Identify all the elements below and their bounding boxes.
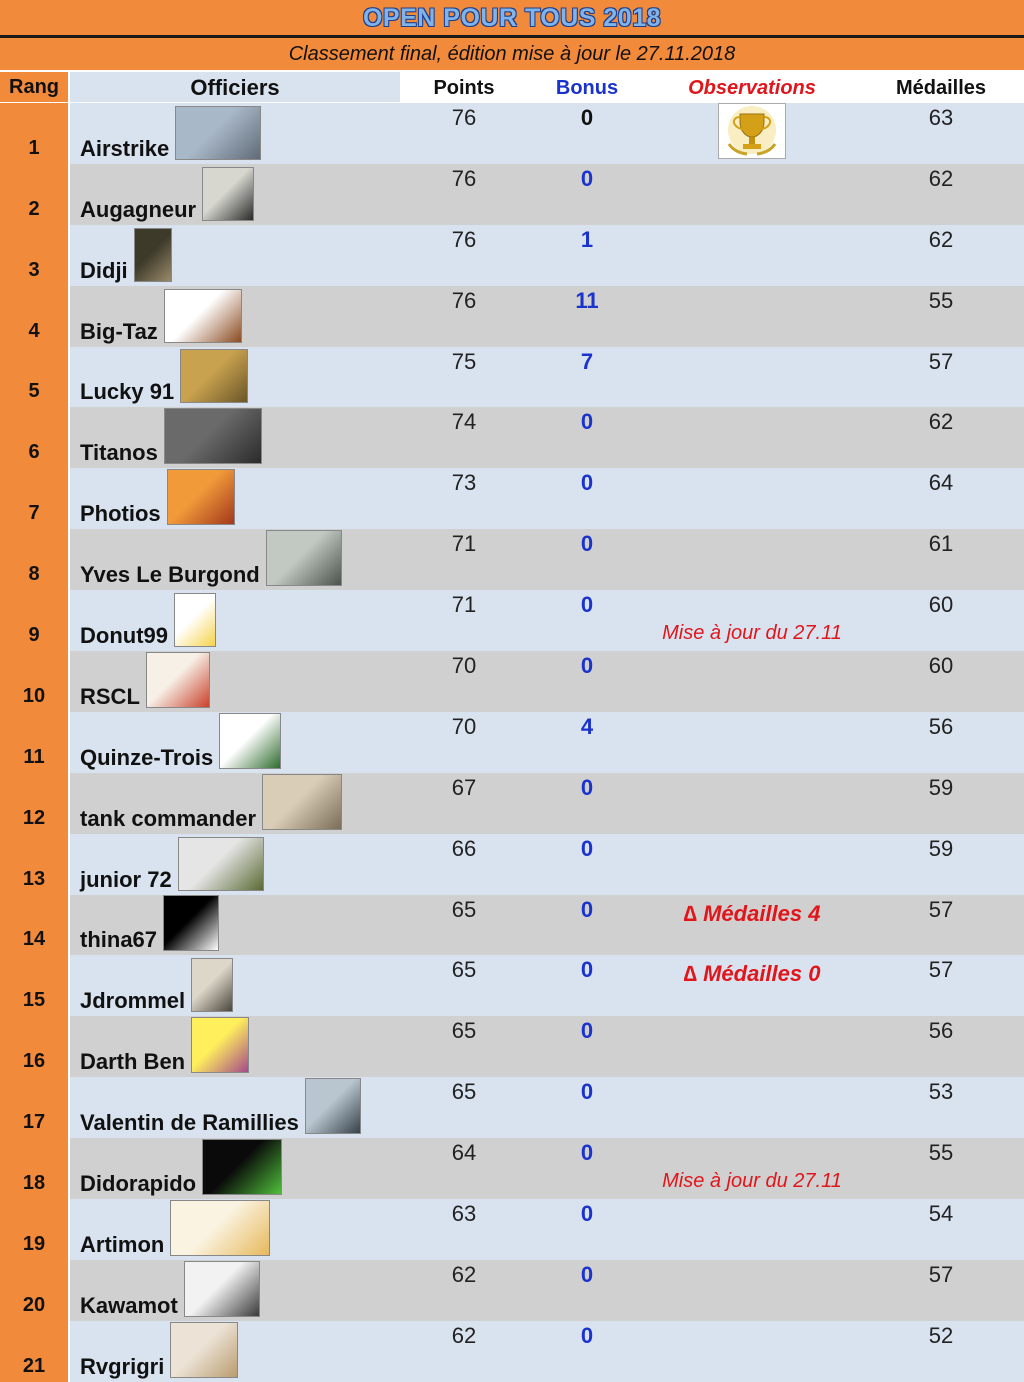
row-body: [70, 1321, 1024, 1382]
points-value: 76: [451, 165, 477, 191]
row-body: [70, 468, 1024, 529]
chalice-icon: [167, 469, 235, 525]
bonus-value: 0: [580, 409, 594, 435]
table-header: [0, 72, 1024, 102]
officer-name: Quinze-Trois: [80, 744, 214, 770]
rank-cell: 18: [0, 1138, 68, 1199]
rank-cell: 20: [0, 1260, 68, 1321]
officer-name-cell: [80, 1261, 260, 1319]
rank-cell: 11: [0, 712, 68, 773]
observation-cell: [646, 773, 858, 834]
observation-cell: [646, 1321, 858, 1382]
observation-text: Mise à jour du 27.11: [662, 1170, 842, 1193]
officer-name-cell: [80, 289, 242, 345]
observation-cell: [646, 590, 858, 651]
observation-cell: [646, 286, 858, 347]
bonus-value: 0: [580, 774, 594, 800]
bonus-value: 0: [580, 957, 594, 983]
bonus-value: 0: [580, 1322, 594, 1348]
row-body: [70, 895, 1024, 956]
row-body: [70, 529, 1024, 590]
medals-value: 52: [928, 1322, 954, 1348]
observation-cell: [646, 651, 858, 712]
bonus-value: 0: [580, 896, 594, 922]
rank-cell: 2: [0, 164, 68, 225]
points-value: 71: [451, 531, 477, 557]
cat-eye-icon: [202, 1139, 282, 1195]
bonus-value: 0: [580, 1261, 594, 1287]
observation-cell: [646, 1260, 858, 1321]
comic-flame-icon: [191, 1017, 249, 1073]
officer-name: RSCL: [80, 683, 140, 709]
observation-text: ∆ Médailles 4: [683, 900, 821, 926]
table-row: [0, 1321, 1024, 1382]
bonus-value: 0: [580, 592, 594, 618]
points-value: 62: [451, 1261, 477, 1287]
officer-name: Titanos: [80, 440, 158, 466]
medals-value: 61: [928, 531, 954, 557]
observation-cell: [646, 529, 858, 590]
rank-cell: 9: [0, 590, 68, 651]
row-body: [70, 834, 1024, 895]
observation-cell: [646, 1138, 858, 1199]
bonus-value: 7: [580, 348, 594, 374]
row-body: [70, 712, 1024, 773]
observation-cell: [646, 955, 858, 1016]
officer-name-cell: [80, 837, 264, 893]
page-subtitle: Classement final, édition mise à jour le 27.11.2018: [288, 43, 736, 65]
table-row: [0, 286, 1024, 347]
points-value: 65: [451, 896, 477, 922]
officer-name: Lucky 91: [80, 379, 175, 405]
observation-cell: [646, 225, 858, 286]
row-body: [70, 225, 1024, 286]
bonus-value: 4: [580, 713, 594, 739]
observation-cell: [646, 468, 858, 529]
row-body: [70, 1199, 1024, 1260]
table-row: [0, 651, 1024, 712]
observation-cell: [646, 895, 858, 956]
bench-icon: [170, 1200, 270, 1256]
points-value: 65: [451, 1079, 477, 1105]
table-row: [0, 712, 1024, 773]
rubble-icon: [170, 1322, 238, 1378]
medals-value: 57: [928, 896, 954, 922]
officer-name: Didji: [80, 257, 128, 283]
officer-name-cell: [80, 958, 233, 1014]
points-value: 73: [451, 470, 477, 496]
row-body: [70, 286, 1024, 347]
bonus-value: 0: [580, 1018, 594, 1044]
header-points: Points: [400, 72, 528, 102]
officer-name-cell: [80, 774, 342, 832]
officer-name-cell: [80, 895, 219, 953]
observation-text: Mise à jour du 27.11: [662, 622, 842, 645]
points-value: 76: [451, 105, 477, 130]
shield-clover-icon: [219, 713, 281, 769]
rank-cell: 5: [0, 347, 68, 408]
general-portrait-icon: [191, 958, 233, 1012]
bonus-value: 0: [580, 165, 594, 191]
points-value: 70: [451, 653, 477, 679]
officer-name: Yves Le Burgond: [80, 562, 260, 588]
bonus-value: 0: [580, 835, 594, 861]
points-value: 74: [451, 409, 477, 435]
rank-cell: 21: [0, 1321, 68, 1382]
officer-name-cell: [80, 652, 210, 710]
row-body: [70, 1077, 1024, 1138]
row-body: [70, 407, 1024, 468]
table-row: [0, 347, 1024, 408]
table-row: [0, 895, 1024, 956]
table-row: [0, 955, 1024, 1016]
observation-cell: [646, 164, 858, 225]
page-title: OPEN POUR TOUS 2018: [362, 4, 662, 32]
points-value: 76: [451, 287, 477, 313]
officer-name-cell: [80, 1200, 270, 1258]
points-value: 71: [451, 592, 477, 618]
points-value: 62: [451, 1322, 477, 1348]
row-body: [70, 773, 1024, 834]
crest-icon: [146, 652, 210, 708]
officer-name-cell: [80, 349, 248, 405]
medals-value: 55: [928, 1140, 954, 1166]
observation-cell: [646, 407, 858, 468]
soldier-icon: [202, 167, 254, 221]
officer-name-cell: [80, 1139, 282, 1197]
table-row: [0, 1016, 1024, 1077]
officer-name: Artimon: [80, 1231, 165, 1257]
officer-name: Augagneur: [80, 196, 197, 222]
rank-cell: 1: [0, 103, 68, 164]
row-body: [70, 347, 1024, 408]
bonus-value: 0: [580, 1140, 594, 1166]
row-body: [70, 590, 1024, 651]
officer-name: Didorapido: [80, 1171, 197, 1197]
officer-name: Valentin de Ramillies: [80, 1110, 299, 1136]
row-body: [70, 955, 1024, 1016]
bonus-value: 0: [580, 531, 594, 557]
airplane-icon: [175, 106, 261, 160]
header-rank: Rang: [0, 72, 68, 102]
jeep-icon: [184, 1261, 260, 1317]
rank-cell: 8: [0, 529, 68, 590]
table-row: [0, 225, 1024, 286]
points-value: 67: [451, 774, 477, 800]
row-body: [70, 1138, 1024, 1199]
medals-value: 53: [928, 1079, 954, 1105]
medals-value: 55: [928, 287, 954, 313]
table-row: [0, 1077, 1024, 1138]
bonus-value: 0: [580, 653, 594, 679]
rank-cell: 13: [0, 834, 68, 895]
medals-value: 57: [928, 1261, 954, 1287]
medals-value: 59: [928, 774, 954, 800]
rank-cell: 17: [0, 1077, 68, 1138]
officer-name: tank commander: [80, 805, 257, 831]
observation-text: ∆ Médailles 0: [683, 961, 821, 987]
medals-value: 60: [928, 653, 954, 679]
observation-cell: [646, 1077, 858, 1138]
row-body: [70, 1260, 1024, 1321]
officer-name-cell: [80, 1017, 249, 1075]
medals-value: 60: [928, 592, 954, 618]
observation-cell: [646, 1016, 858, 1077]
table-row: [0, 407, 1024, 468]
tank-icon: [266, 530, 342, 586]
officer-name: Darth Ben: [80, 1049, 186, 1075]
table-row: [0, 590, 1024, 651]
medals-value: 54: [928, 1201, 954, 1227]
medals-value: 56: [928, 713, 954, 739]
officer-name: Rvgrigri: [80, 1353, 165, 1379]
points-value: 63: [451, 1201, 477, 1227]
table-row: [0, 1199, 1024, 1260]
officer-name: Kawamot: [80, 1292, 178, 1318]
bonus-value: 11: [575, 287, 599, 313]
officer-name-cell: [80, 530, 342, 588]
officer-name: Donut99: [80, 623, 168, 649]
table-row: [0, 468, 1024, 529]
row-body: [70, 103, 1024, 164]
medals-value: 56: [928, 1018, 954, 1044]
bonus-value: 0: [580, 1079, 594, 1105]
medals-value: 57: [928, 957, 954, 983]
bonus-value: 0: [580, 470, 594, 496]
rank-cell: 16: [0, 1016, 68, 1077]
medals-value: 59: [928, 835, 954, 861]
officer-name-cell: [80, 228, 172, 284]
medals-value: 62: [928, 226, 954, 252]
row-body: [70, 651, 1024, 712]
taz-icon: [164, 289, 242, 343]
header-officers: Officiers: [70, 72, 400, 102]
rank-cell: 4: [0, 286, 68, 347]
rank-cell: 7: [0, 468, 68, 529]
table-row: [0, 1260, 1024, 1321]
row-body: [70, 1016, 1024, 1077]
row-body: [70, 164, 1024, 225]
bonus-value: 1: [580, 226, 594, 252]
observation-cell: [646, 712, 858, 773]
skull-icon: [163, 895, 219, 951]
table-row: [0, 103, 1024, 164]
rank-cell: 14: [0, 895, 68, 956]
observation-cell: [646, 1199, 858, 1260]
observation-cell: [646, 103, 858, 164]
tank-photo-icon: [262, 774, 342, 830]
points-value: 70: [451, 713, 477, 739]
points-value: 66: [451, 835, 477, 861]
header-bonus: Bonus: [528, 72, 646, 102]
officer-name: Photios: [80, 501, 161, 527]
rank-cell: 3: [0, 225, 68, 286]
medals-value: 62: [928, 165, 954, 191]
wanderer-painting-icon: [305, 1078, 361, 1134]
points-value: 76: [451, 226, 477, 252]
officer-name-cell: [80, 106, 261, 162]
trophy-icon: [718, 103, 786, 159]
officer-name: Big-Taz: [80, 318, 158, 344]
helmet-icon: [164, 408, 262, 464]
officer-name-cell: [80, 408, 262, 466]
points-value: 65: [451, 957, 477, 983]
officer-name-cell: [80, 593, 216, 649]
homer-icon: [174, 593, 216, 647]
rank-cell: 6: [0, 407, 68, 468]
bazooka-soldier-icon: [180, 349, 248, 403]
medals-value: 57: [928, 348, 954, 374]
medals-value: 62: [928, 409, 954, 435]
officer-name-cell: [80, 1078, 361, 1136]
officer-name-cell: [80, 469, 235, 527]
bonus-value: 0: [580, 105, 594, 130]
panther-tank-icon: [178, 837, 264, 891]
subtitle-bar: [0, 38, 1024, 70]
ranking-table: [0, 103, 1024, 1382]
table-row: [0, 529, 1024, 590]
officer-name: junior 72: [80, 866, 172, 892]
rank-cell: 19: [0, 1199, 68, 1260]
rank-cell: 12: [0, 773, 68, 834]
officer-name-cell: [80, 1322, 238, 1380]
rank-cell: 10: [0, 651, 68, 712]
table-row: [0, 834, 1024, 895]
points-value: 64: [451, 1140, 477, 1166]
observation-cell: [646, 834, 858, 895]
table-row: [0, 773, 1024, 834]
points-value: 65: [451, 1018, 477, 1044]
table-row: [0, 164, 1024, 225]
officer-name: thina67: [80, 927, 158, 953]
portrait-icon: [134, 228, 172, 282]
header-medals: Médailles: [858, 72, 1024, 102]
officer-name-cell: [80, 713, 281, 771]
medals-value: 64: [928, 470, 954, 496]
medals-value: 63: [928, 105, 954, 130]
officer-name: Jdrommel: [80, 988, 186, 1014]
observation-cell: [646, 347, 858, 408]
header-observations: Observations: [646, 72, 858, 102]
bonus-value: 0: [580, 1201, 594, 1227]
officer-name-cell: [80, 167, 254, 223]
table-row: [0, 1138, 1024, 1199]
rank-cell: 15: [0, 955, 68, 1016]
points-value: 75: [451, 348, 477, 374]
title-bar: [0, 0, 1024, 38]
officer-name: Airstrike: [80, 135, 170, 161]
